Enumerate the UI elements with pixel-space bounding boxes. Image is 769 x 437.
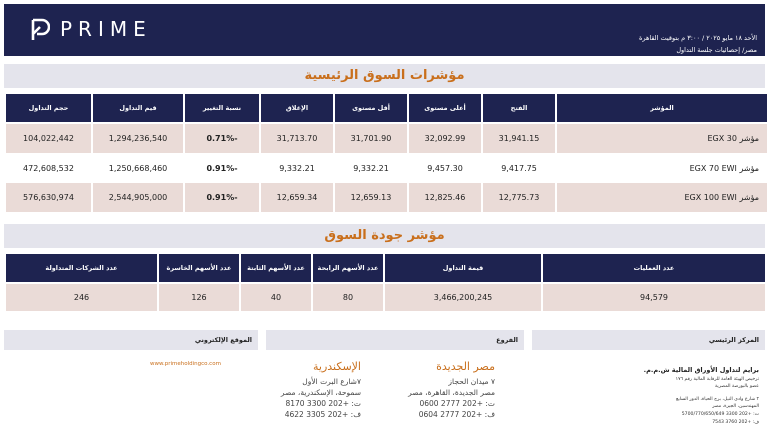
index-name: مؤشر EGX 30	[557, 124, 767, 153]
column-header: قيم التداول	[93, 94, 183, 122]
table-row	[6, 284, 765, 311]
hq-member: عضو بالبورصة المصرية	[714, 384, 759, 389]
index-low: 31,701.90	[335, 124, 407, 153]
hq-company-name: برايم لتداول الأوراق المالية ش.م.م.	[643, 366, 759, 374]
table-row	[6, 183, 767, 212]
market-quality-title: مؤشر جودة السوق	[324, 228, 445, 243]
branch-alex-fax: ف: +202 3305 4622	[284, 410, 361, 419]
column-header: نسبة التغيير	[185, 94, 259, 122]
report-date: الأحد ١٨ مايو ٢٠٢٥ / ٣:٠٠ م بتوقيت القاهرة	[638, 34, 757, 42]
column-header: الفتح	[483, 94, 555, 122]
branches-header	[266, 330, 524, 350]
main-indices-title: مؤشرات السوق الرئيسية	[304, 68, 465, 83]
index-low: 12,659.13	[335, 183, 407, 212]
branch-heliopolis-phone: ت: +202 2777 0600	[419, 399, 495, 408]
index-open: 31,941.15	[483, 124, 555, 153]
trades-count: 94,579	[543, 284, 765, 311]
hq-phone: ت: +202 3300 5700/770/650/649	[681, 412, 759, 417]
index-change: -0.71%	[185, 124, 259, 153]
market-quality-table	[4, 252, 767, 313]
branch-heliopolis-address-2: مصر الجديدة، القاهرة، مصر	[408, 388, 495, 397]
brand-name: PRIME	[60, 17, 152, 41]
index-value: 1,294,236,540	[93, 124, 183, 153]
index-value: 2,544,905,000	[93, 183, 183, 212]
gainers-count: 80	[313, 284, 383, 311]
hq-header	[532, 330, 765, 350]
index-close: 9,332.21	[279, 163, 315, 173]
losers-count: 126	[159, 284, 239, 311]
website-label: الموقع الإلكتروني	[194, 336, 252, 344]
index-high: 32,092.99	[409, 124, 481, 153]
index-close: 12,659.34	[261, 183, 333, 212]
index-close: 31,713.70	[261, 124, 333, 153]
branches-label: الفروع	[496, 336, 518, 344]
index-open: 9,417.75	[501, 163, 537, 173]
traded-value: 3,466,200,245	[385, 284, 541, 311]
unchanged-count: 40	[241, 284, 311, 311]
column-header: أقل مستوى	[335, 94, 407, 122]
index-volume: 104,022,442	[6, 124, 91, 153]
main-indices-table	[4, 92, 769, 214]
column-header: أعلى مستوى	[409, 94, 481, 122]
column-header: عدد الأسهم الرابحة	[313, 254, 383, 282]
index-high: 9,457.30	[427, 163, 463, 173]
column-header: عدد الأسهم الثابتة	[241, 254, 311, 282]
hq-address-1: ٢ شارع وادي النيل، برج الحياة، الدور السابع	[676, 397, 759, 402]
market-quality-band	[4, 224, 765, 248]
column-header: عدد العمليات	[543, 254, 765, 282]
branch-heliopolis-address-1: ٧ ميدان الحجاز	[448, 377, 495, 386]
hq-license: ترخيص الهيئة العامة للرقابة المالية رقم ١٧٦	[675, 377, 759, 382]
index-high: 12,825.46	[409, 183, 481, 212]
hq-address-2: المهندسين، الجيزة، مصر	[712, 404, 759, 409]
column-header: المؤشر	[557, 94, 767, 122]
table-row	[6, 124, 767, 153]
index-change: -0.91%	[185, 183, 259, 212]
column-header: حجم التداول	[6, 94, 91, 122]
column-header: عدد الأسهم الخاسرة	[159, 254, 239, 282]
index-change: -0.91%	[206, 163, 238, 173]
branch-heliopolis-name: مصر الجديدة	[436, 360, 495, 373]
index-open: 12,775.73	[483, 183, 555, 212]
branch-heliopolis-fax: ف: +202 2777 0604	[418, 410, 495, 419]
index-low: 9,332.21	[353, 163, 389, 173]
report-subtitle: مصر/ إحصائيات جلسة التداول	[676, 46, 757, 54]
hq-label: المركز الرئيسي	[708, 336, 759, 344]
index-name: مؤشر EGX 70 EWI	[689, 163, 759, 173]
main-indices-band	[4, 64, 765, 88]
prime-logo-icon	[30, 18, 50, 42]
website-header	[4, 330, 258, 350]
index-name: مؤشر EGX 100 EWI	[557, 183, 767, 212]
column-header: الإغلاق	[261, 94, 333, 122]
website-link[interactable]: www.primeholdingco.com	[150, 361, 221, 367]
table-header-row	[6, 254, 765, 282]
index-volume: 472,608,532	[23, 163, 74, 173]
traded-companies-count: 246	[6, 284, 157, 311]
index-volume: 576,630,974	[6, 183, 91, 212]
branch-alex-phone: ت: +202 3300 8170	[285, 399, 361, 408]
index-value: 1,250,668,460	[108, 163, 168, 173]
report-header	[4, 4, 765, 56]
hq-fax: ف: +202 3760 7543	[712, 420, 759, 425]
column-header: قيمة التداول	[385, 254, 541, 282]
branch-alex-address-2: سموحة، الإسكندرية، مصر	[280, 388, 361, 397]
branch-alex-name: الإسكندرية	[313, 360, 361, 373]
column-header: عدد الشركات المتداولة	[6, 254, 157, 282]
table-header-row	[6, 94, 767, 122]
table-row	[6, 155, 767, 181]
branch-alex-address-1: ٧شارع البرت الأول	[302, 377, 361, 386]
